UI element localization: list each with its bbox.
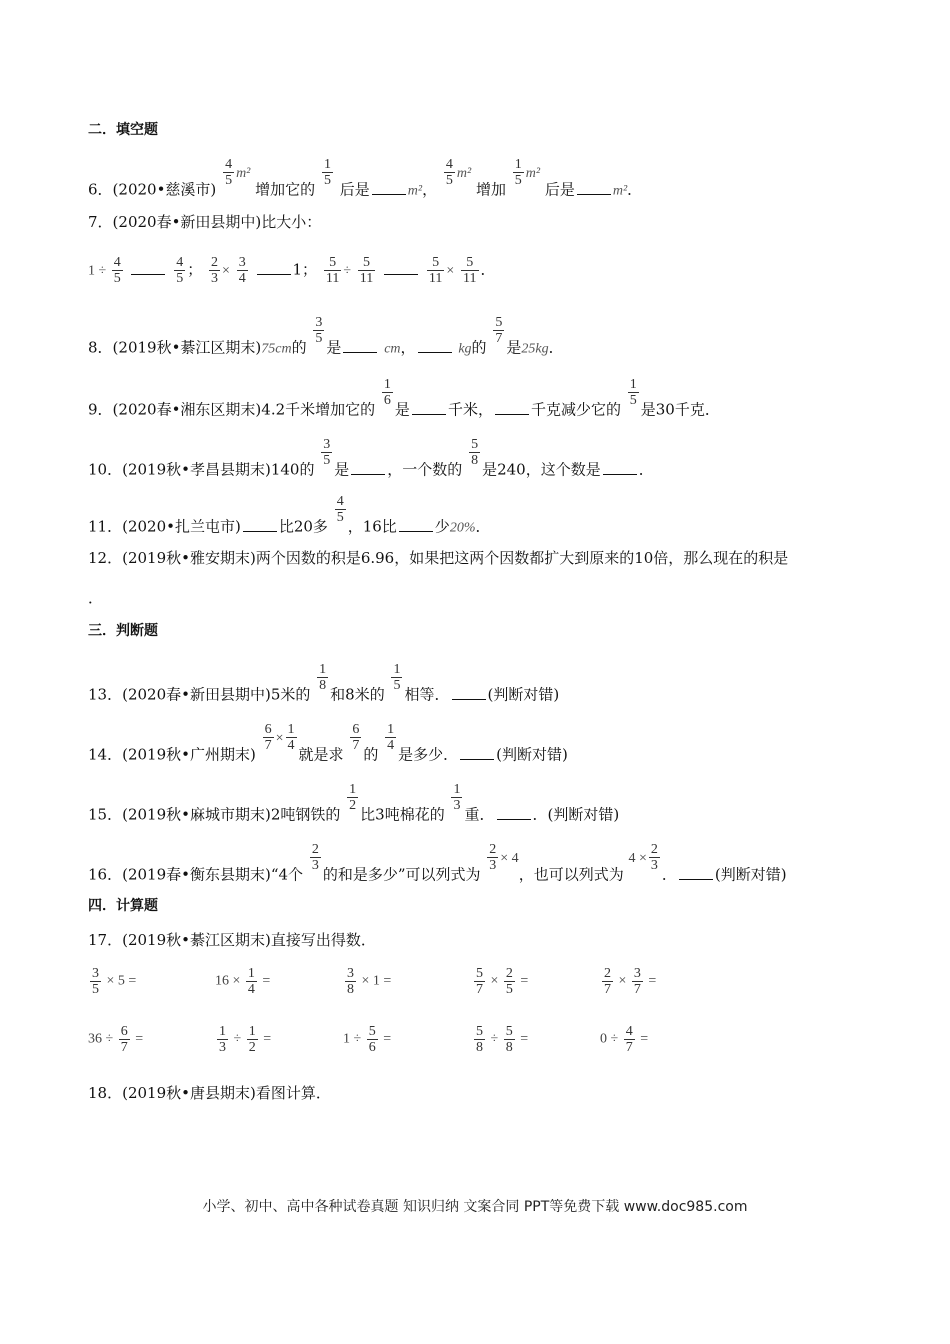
- fraction: $\frac{4}{5}$: [225, 157, 233, 188]
- fraction: $\frac{5}{8}$: [471, 437, 479, 468]
- fraction: $\frac{4}{5}$: [113, 255, 121, 286]
- fraction: $\frac{6}{7}$: [120, 1024, 128, 1055]
- fraction: $\frac{5}{8}$: [505, 1024, 513, 1055]
- fraction: $\frac{1}{8}$: [319, 662, 327, 693]
- section-title-judge: 三．判断题: [88, 623, 158, 639]
- fraction: $\frac{4}{7}$: [625, 1024, 633, 1055]
- answer-blank[interactable]: [343, 338, 377, 353]
- fraction: $\frac{1}{6}$: [383, 377, 391, 408]
- question-7-items: 1 ÷ $\frac{4}{5}$ $\frac{4}{5}$ ； $\frac{2}{3}$ × $\frac{3}{4}$ 1； $\frac{5}{11}$ ÷ $\frac{5}{11}$ $\frac{5}{11}$ × $\frac{5}{11}$ ．: [88, 255, 496, 286]
- fraction: $\frac{2}{3}$: [211, 255, 219, 286]
- calc-item: $\frac{5}{8}$ ÷ $\frac{5}{8}$ =: [476, 1024, 529, 1055]
- calc-item: $\frac{2}{7}$ × $\frac{3}{7}$ =: [604, 966, 657, 997]
- calc-item: 1 ÷ $\frac{5}{6}$ =: [343, 1024, 392, 1055]
- q-source: (2020•慈溪市): [112, 180, 217, 199]
- q-number: 6．: [88, 180, 113, 199]
- fraction: $\frac{2}{7}$: [604, 966, 611, 997]
- answer-blank[interactable]: [603, 460, 637, 475]
- fraction: $\frac{2}{3}$: [650, 842, 658, 873]
- fraction: $\frac{6}{7}$: [264, 722, 272, 753]
- fraction: $\frac{1}{5}$: [629, 377, 637, 408]
- question-17: 17．(2019秋•綦江区期末)直接写出得数．: [88, 931, 376, 949]
- fraction: $\frac{2}{5}$: [505, 966, 513, 997]
- fraction: $\frac{5}{7}$: [476, 966, 483, 997]
- answer-blank[interactable]: [243, 517, 277, 532]
- answer-blank[interactable]: [418, 338, 452, 353]
- fraction: $\frac{5}{7}$: [495, 315, 503, 346]
- fraction: $\frac{3}{7}$: [633, 966, 641, 997]
- calc-item: $\frac{5}{7}$ × $\frac{2}{5}$ =: [476, 966, 529, 997]
- fraction: $\frac{5}{6}$: [368, 1024, 376, 1055]
- question-18: 18．(2019秋•唐县期末)看图计算．: [88, 1084, 331, 1102]
- fraction: $\frac{3}{8}$: [347, 966, 354, 997]
- unit: m²: [236, 165, 251, 181]
- fraction: $\frac{3}{5}$: [92, 966, 99, 997]
- fraction: $\frac{1}{5}$: [514, 157, 522, 188]
- question-10: 10．(2019秋•孝昌县期末)140的 $\frac{3}{5}$ 是 ，一个数的 $\frac{5}{8}$ 是240，这个数是 ．: [88, 437, 654, 479]
- footer-ad: 小学、初中、高中各种试卷真题 知识归纳 文案合同 PPT等免费下载 www.doc985.com: [202, 1199, 748, 1215]
- fraction: $\frac{4}{5}$: [336, 494, 344, 525]
- fraction: $\frac{1}{2}$: [248, 1024, 256, 1055]
- answer-blank[interactable]: [679, 865, 713, 880]
- answer-blank[interactable]: [412, 400, 446, 415]
- fraction: $\frac{3}{4}$: [238, 255, 246, 286]
- fraction: $\frac{2}{3}$: [311, 842, 319, 873]
- answer-blank[interactable]: [131, 260, 165, 275]
- question-8: 8．(2019秋•綦江区期末)75cm的 $\frac{3}{5}$ 是 cm， kg的 $\frac{5}{7}$ 是25kg．: [88, 315, 564, 357]
- fraction: $\frac{1}{3}$: [219, 1024, 226, 1055]
- answer-blank[interactable]: [460, 745, 494, 760]
- fraction: $\frac{5}{11}$: [359, 255, 374, 286]
- question-6: 6．(2020•慈溪市) $\frac{4}{5}$ m² 增加它的 $\frac{1}{5}$ 后是 m²， $\frac{4}{5}$ m² 增加 $\frac{1}{5}$ m² 后是 m²．: [88, 157, 643, 199]
- fraction: $\frac{1}{5}$: [393, 662, 401, 693]
- question-14: 14．(2019秋•广州期末) $\frac{6}{7}$ × $\frac{1}{4}$ 就是求 $\frac{6}{7}$ 的 $\frac{1}{4}$ 是多少． (判断对错): [88, 722, 568, 764]
- fraction: $\frac{3}{5}$: [323, 437, 331, 468]
- fraction: $\frac{5}{11}$: [428, 255, 443, 286]
- fraction: $\frac{1}{4}$: [247, 966, 255, 997]
- answer-blank[interactable]: [257, 260, 291, 275]
- answer-blank[interactable]: [399, 517, 433, 532]
- answer-blank[interactable]: [372, 180, 406, 195]
- calc-item: 16 × $\frac{1}{4}$ =: [215, 966, 271, 997]
- calc-item: 36 ÷ $\frac{6}{7}$ =: [88, 1024, 144, 1055]
- answer-blank[interactable]: [351, 460, 385, 475]
- section-title-fill: 二．填空题: [88, 122, 158, 138]
- calc-item: $\frac{3}{5}$ × 5 =: [92, 966, 137, 997]
- question-16: 16．(2019春•衡东县期末)“4个 $\frac{2}{3}$ 的和是多少”可以列式为 $\frac{2}{3}$ × 4，也可以列式为 4 × $\frac{2}{3}$ ． (判断对错): [88, 842, 787, 884]
- question-12-end: ．: [88, 589, 104, 607]
- question-13: 13．(2020春•新田县期中)5米的 $\frac{1}{8}$ 和8米的 $\frac{1}{5}$ 相等． (判断对错): [88, 662, 560, 704]
- question-9: 9．(2020春•湘东区期末)4.2千米增加它的 $\frac{1}{6}$ 是 千米， 千克减少它的 $\frac{1}{5}$ 是30千克．: [88, 377, 720, 419]
- question-7-head: 7．(2020春•新田县期中)比大小：: [88, 213, 322, 231]
- answer-blank[interactable]: [384, 260, 418, 275]
- fraction: $\frac{1}{5}$: [323, 157, 331, 188]
- calc-item: $\frac{1}{3}$ ÷ $\frac{1}{2}$ =: [219, 1024, 272, 1055]
- fraction: $\frac{1}{4}$: [287, 722, 295, 753]
- fraction: $\frac{2}{3}$: [489, 842, 497, 873]
- section-title-calc: 四．计算题: [88, 898, 158, 914]
- fraction: $\frac{5}{8}$: [476, 1024, 483, 1055]
- question-11: 11．(2020•扎兰屯市) 比20多 $\frac{4}{5}$ ，16比 少20%．: [88, 494, 491, 536]
- calc-item: $\frac{3}{8}$ × 1 =: [347, 966, 392, 997]
- fraction: $\frac{4}{5}$: [445, 157, 453, 188]
- fraction: $\frac{1}{3}$: [453, 782, 461, 813]
- fraction: $\frac{4}{5}$: [176, 255, 184, 286]
- calc-item: 0 ÷ $\frac{4}{7}$ =: [600, 1024, 649, 1055]
- fraction: $\frac{5}{11}$: [463, 255, 477, 286]
- answer-blank[interactable]: [495, 400, 529, 415]
- fraction: $\frac{1}{4}$: [387, 722, 395, 753]
- question-15: 15．(2019秋•麻城市期末)2吨钢铁的 $\frac{1}{2}$ 比3吨棉花的 $\frac{1}{3}$ 重． ．(判断对错): [88, 782, 620, 824]
- fraction: $\frac{3}{5}$: [315, 315, 323, 346]
- fraction: $\frac{5}{11}$: [325, 255, 340, 286]
- answer-blank[interactable]: [577, 180, 611, 195]
- answer-blank[interactable]: [452, 685, 486, 700]
- fraction: $\frac{6}{7}$: [352, 722, 360, 753]
- answer-blank[interactable]: [497, 805, 531, 820]
- fraction: $\frac{1}{2}$: [349, 782, 357, 813]
- question-12: 12．(2019秋•雅安期末)两个因数的积是6.96，如果把这两个因数都扩大到原来的10倍，那么现在的积是: [88, 549, 789, 567]
